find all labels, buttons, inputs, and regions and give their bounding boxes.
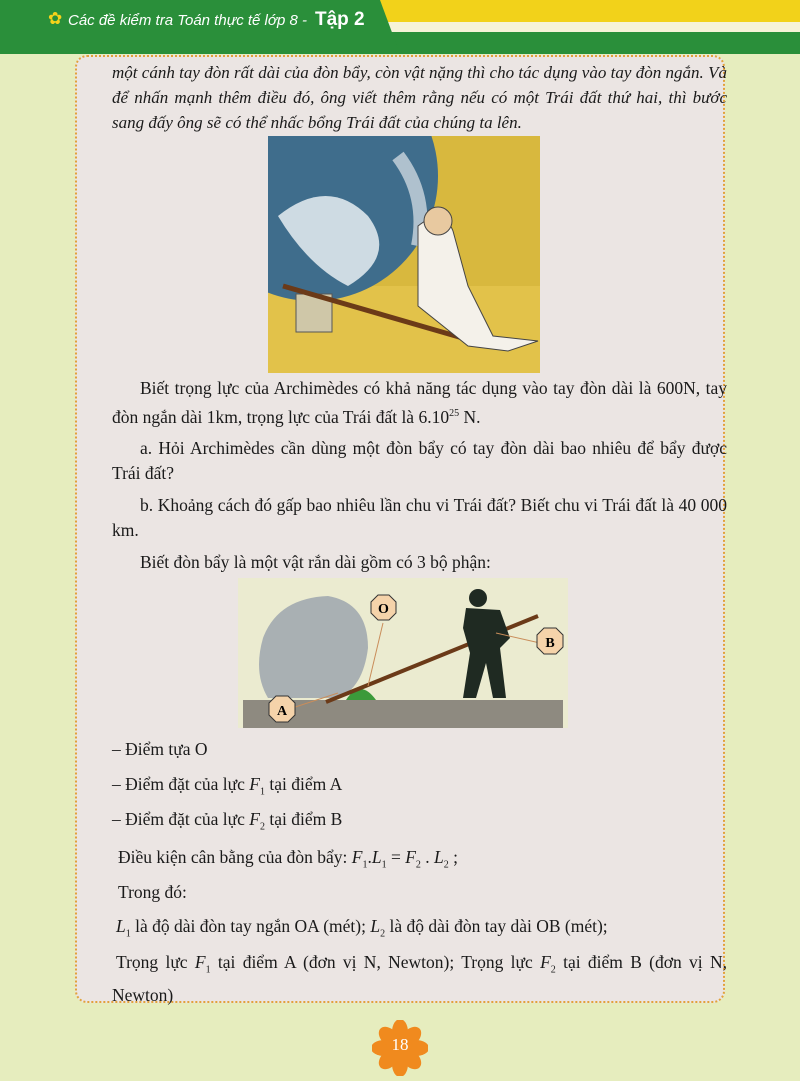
where-label: Trong đó: — [118, 882, 187, 902]
header-title — [48, 9, 365, 31]
lever-part-1: – Điểm tựa O — [112, 739, 208, 759]
given-text: Biết trọng lực của Archimèdes có khả năng tác dụng vào tay đòn dài là 600N, tay đòn ngắn dài 1km, trọng lực của Trái đất là 6.10$^{25}$ N. — [112, 378, 727, 427]
lever-diagram — [238, 578, 568, 728]
header-stripe — [380, 22, 800, 32]
part-a: a. Hỏi Archimèdes cần dùng một đòn bẩy có tay đòn dài bao nhiêu để bẩy được Trái đất? — [112, 438, 727, 483]
label-a: A — [276, 704, 288, 719]
force-definitions: Trọng lực $F_1$ tại điểm A (đơn vị N, Newton); Trọng lực $F_2$ tại điểm B (đơn vị N, Newton) — [112, 952, 727, 1005]
label-o: O — [378, 602, 389, 617]
page-number: 18 — [391, 1035, 409, 1054]
volume-label: Tập 2 — [314, 9, 365, 30]
lever-part-2: – Điểm đặt của lực $F_1$ tại điểm A — [112, 774, 343, 798]
equilibrium-condition: Điều kiện cân bằng của đòn bẩy: $F_1.L_1 = F_2$ . $L_2$ ; — [118, 847, 458, 871]
flower-icon — [48, 12, 64, 28]
part-b: b. Khoảng cách đó gấp bao nhiêu lần chu vi Trái đất? Biết chu vi Trái đất là 40 000 km. — [112, 495, 727, 540]
archimedes-illustration — [268, 136, 540, 373]
lever-intro: Biết đòn bẩy là một vật rắn dài gồm có 3 bộ phận: — [140, 552, 491, 572]
book-title: Các đề kiểm tra Toán thực tế lớp 8 - — [68, 11, 307, 29]
label-b: B — [545, 636, 555, 651]
header-stripe — [390, 32, 800, 54]
lever-part-3: – Điểm đặt của lực $F_2$ tại điểm B — [112, 809, 343, 833]
intro-text: một cánh tay đòn rất dài của đòn bẩy, còn vật nặng thì cho tác dụng vào tay đòn ngắn. Và để nhấn mạnh thêm điều đó, ông viết thêm rằng nếu có một Trái đất thứ hai, thì bước sang đấy ông sẽ có thể nhấc bổng Trái đất của chúng ta lên. — [112, 63, 727, 132]
length-definitions: $L_1$ là độ dài đòn tay ngắn OA (mét); $L_2$ là độ dài đòn tay dài OB (mét); — [116, 916, 608, 940]
page-number-badge — [372, 1020, 428, 1076]
